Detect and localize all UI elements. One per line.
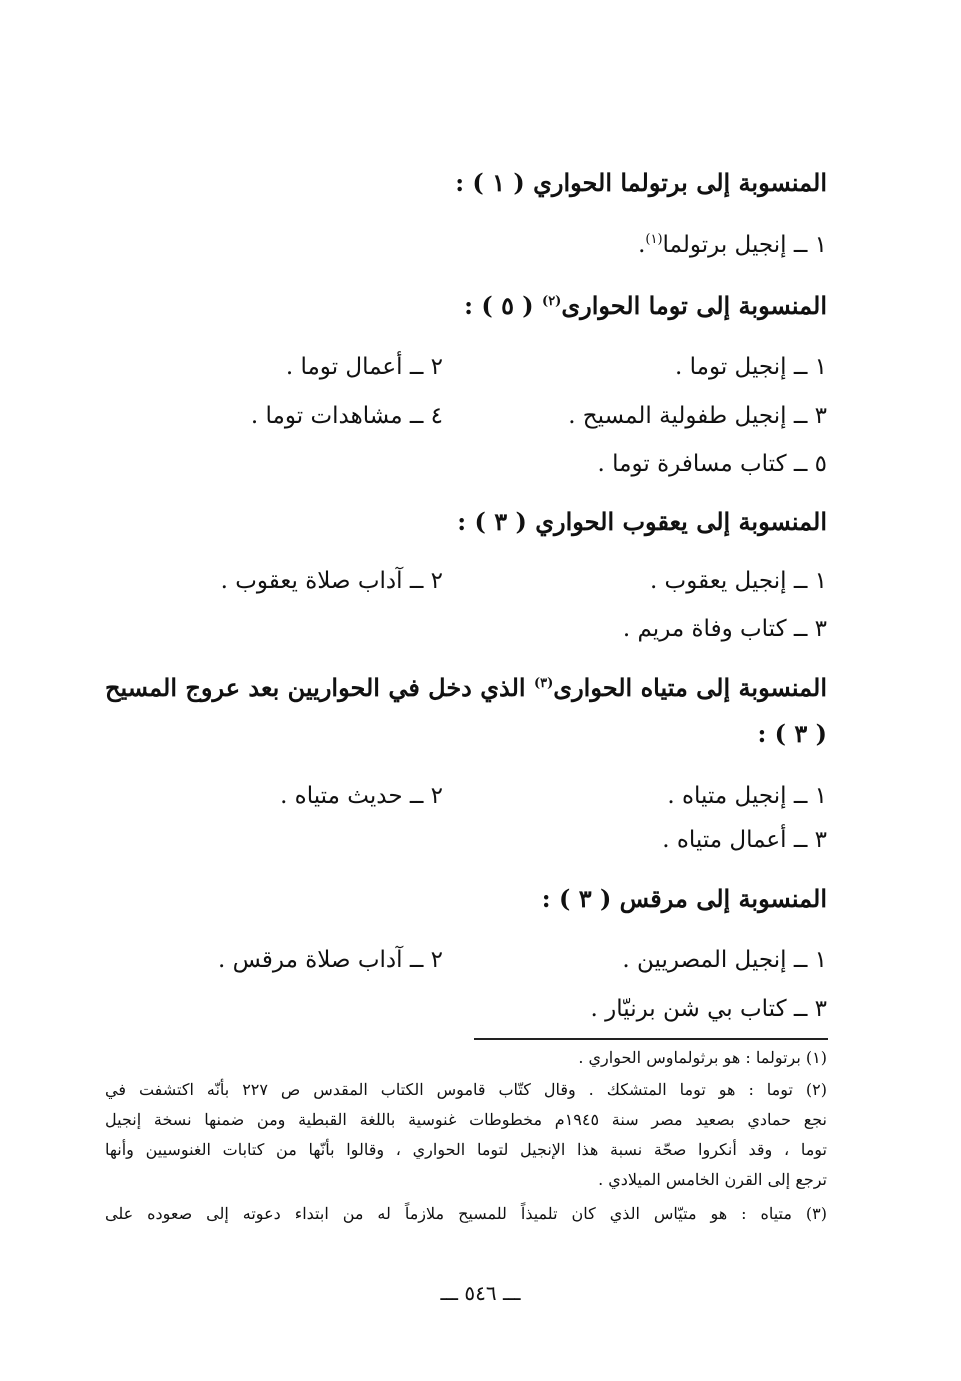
list-item: ١ ــ إنجيل المصريين .: [622, 947, 827, 973]
list-item: ٢ ــ آداب صلاة يعقوب .: [220, 568, 443, 594]
footnote-divider: [474, 1038, 828, 1040]
list-item: ٣ ــ إنجيل طفولية المسيح .: [568, 403, 827, 429]
item-text: ١ ــ إنجيل برتولما: [662, 232, 827, 258]
footnote-2-line: نجع حمادي بصعيد مصر سنة ١٩٤٥م مخطوطات غنوسية باللغة القبطية ومن ضمنها نسخة إنجيل: [105, 1110, 828, 1129]
footnote-2-line: (٢) توما : هو توما المتشكك . وقال كتّاب قاموس الكتاب المقدس ص ٢٢٧ بأنّه اكتشفت في: [105, 1080, 827, 1099]
footnote-ref: (٣): [533, 676, 554, 691]
section-heading-matthias-count: ( ٣ ) :: [757, 719, 827, 748]
section-heading-mark: المنسوبة إلى مرقس ( ٣ ) :: [541, 884, 827, 913]
list-item: ٣ ــ أعمال متياه .: [662, 827, 827, 853]
heading-text: المنسوبة إلى متياه الحوارى: [553, 673, 827, 702]
list-item: ١ ــ إنجيل يعقوب .: [649, 568, 827, 594]
list-item: ٥ ــ كتاب مسافرة توما .: [597, 451, 827, 477]
list-item: ٤ ــ مشاهدات توما .: [250, 403, 443, 429]
heading-count: ( ٥ ) :: [464, 291, 543, 320]
section-heading-bartholomew: المنسوبة إلى برتولما الحواري ( ١ ) :: [455, 168, 827, 197]
list-item: ٢ ــ أعمال توما .: [285, 354, 443, 380]
item-end: .: [638, 232, 646, 258]
list-item: ١ ــ إنجيل توما .: [675, 354, 827, 380]
section-heading-matthias: [105, 671, 827, 705]
footnote-2-line: توما ، وقد أنكروا صحّة نسبة هذا الإنجيل لتوما الحواري ، وقالوا بأنّها من كتابات الغنوسيين وأنها: [105, 1140, 827, 1159]
page-number: ـــ ٥٤٦ ـــ: [440, 1281, 521, 1305]
footnotes: [105, 1043, 827, 1229]
list-item: ٢ ــ آداب صلاة مرقس .: [217, 947, 443, 973]
section-heading-james: المنسوبة إلى يعقوب الحواري ( ٣ ) :: [457, 507, 827, 536]
footnote-1: (١) برتولما : هو برثولماوس الحواري .: [578, 1048, 827, 1067]
footnote-3: (٣) متياه : هو متيّاس الذي كان تلميذاً للمسيح ملازماً له من ابتداء دعوته إلى صعوده على: [105, 1204, 827, 1223]
list-item: ٣ ــ كتاب وفاة مريم .: [622, 616, 827, 642]
list-item: ٢ ــ حديث متياه .: [280, 783, 443, 809]
list-item: [638, 228, 827, 262]
heading-text-cont: الذي دخل في الحواريين بعد عروج المسيح: [105, 673, 534, 702]
footnote-ref: (٢): [542, 294, 562, 309]
footnote-2: [105, 1075, 827, 1195]
footnote-ref: (١): [645, 232, 663, 247]
list-item: ٣ ــ كتاب بي شن برنيّار .: [590, 996, 827, 1022]
footnote-2-line: ترجع إلى القرن الخامس الميلادي .: [598, 1170, 827, 1189]
heading-text: المنسوبة إلى توما الحوارى: [561, 291, 827, 320]
section-heading-thomas: [464, 289, 827, 323]
list-item: ١ ــ إنجيل متياه .: [667, 783, 827, 809]
